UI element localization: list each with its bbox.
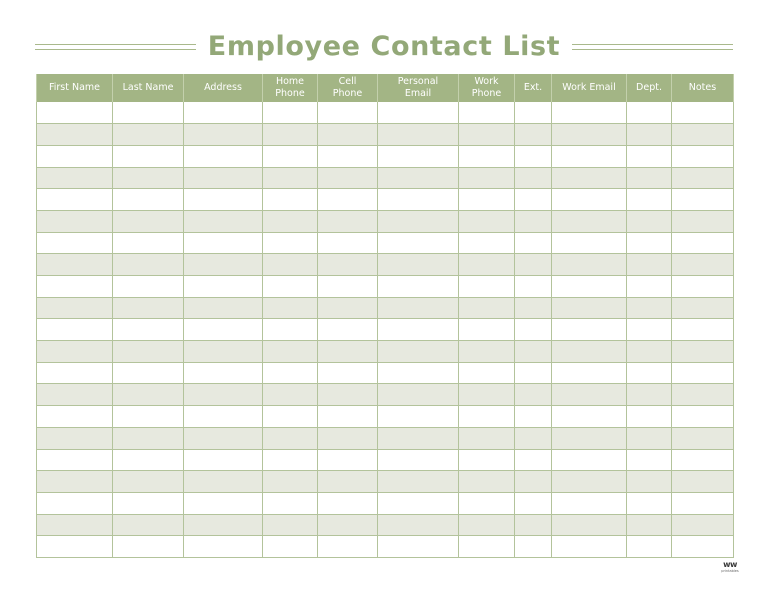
cell-work-phone bbox=[459, 276, 515, 298]
cell-address bbox=[184, 362, 263, 384]
cell-work-email bbox=[552, 384, 627, 406]
table-row bbox=[37, 384, 734, 406]
cell-personal-email bbox=[378, 232, 459, 254]
cell-work-email bbox=[552, 232, 627, 254]
cell-cell-phone bbox=[318, 167, 378, 189]
cell-ext bbox=[515, 492, 552, 514]
cell-work-email bbox=[552, 297, 627, 319]
cell-last-name bbox=[113, 145, 184, 167]
cell-ext bbox=[515, 124, 552, 146]
table-row bbox=[37, 145, 734, 167]
cell-notes bbox=[672, 384, 734, 406]
cell-address bbox=[184, 145, 263, 167]
cell-ext bbox=[515, 254, 552, 276]
cell-address bbox=[184, 210, 263, 232]
cell-address bbox=[184, 536, 263, 558]
cell-ext bbox=[515, 536, 552, 558]
cell-personal-email bbox=[378, 167, 459, 189]
cell-work-phone bbox=[459, 254, 515, 276]
cell-work-phone bbox=[459, 384, 515, 406]
cell-work-phone bbox=[459, 341, 515, 363]
cell-work-phone bbox=[459, 492, 515, 514]
cell-notes bbox=[672, 210, 734, 232]
cell-ext bbox=[515, 210, 552, 232]
cell-dept bbox=[627, 145, 672, 167]
contact-table bbox=[36, 74, 734, 558]
cell-personal-email bbox=[378, 514, 459, 536]
cell-first-name bbox=[37, 427, 113, 449]
cell-work-email bbox=[552, 536, 627, 558]
cell-notes bbox=[672, 427, 734, 449]
cell-ext bbox=[515, 276, 552, 298]
cell-cell-phone bbox=[318, 232, 378, 254]
page-title: Employee Contact List bbox=[207, 31, 561, 62]
cell-personal-email bbox=[378, 254, 459, 276]
cell-last-name bbox=[113, 319, 184, 341]
cell-last-name bbox=[113, 210, 184, 232]
cell-ext bbox=[515, 189, 552, 211]
cell-cell-phone bbox=[318, 514, 378, 536]
cell-personal-email bbox=[378, 471, 459, 493]
cell-work-email bbox=[552, 189, 627, 211]
cell-work-email bbox=[552, 167, 627, 189]
cell-work-phone bbox=[459, 536, 515, 558]
cell-dept bbox=[627, 384, 672, 406]
table-row bbox=[37, 319, 734, 341]
cell-cell-phone bbox=[318, 210, 378, 232]
cell-home-phone bbox=[263, 341, 318, 363]
cell-dept bbox=[627, 167, 672, 189]
cell-last-name bbox=[113, 536, 184, 558]
header-home-phone: Home Phone bbox=[263, 74, 318, 102]
cell-address bbox=[184, 276, 263, 298]
cell-cell-phone bbox=[318, 297, 378, 319]
header-last-name: Last Name bbox=[113, 74, 184, 102]
cell-first-name bbox=[37, 514, 113, 536]
table-row bbox=[37, 427, 734, 449]
cell-home-phone bbox=[263, 102, 318, 124]
table-row bbox=[37, 210, 734, 232]
title-rule-left bbox=[35, 44, 196, 50]
cell-personal-email bbox=[378, 384, 459, 406]
cell-personal-email bbox=[378, 297, 459, 319]
cell-cell-phone bbox=[318, 427, 378, 449]
cell-dept bbox=[627, 102, 672, 124]
cell-cell-phone bbox=[318, 189, 378, 211]
table-row bbox=[37, 232, 734, 254]
cell-notes bbox=[672, 406, 734, 428]
cell-work-phone bbox=[459, 427, 515, 449]
cell-personal-email bbox=[378, 124, 459, 146]
cell-work-email bbox=[552, 319, 627, 341]
cell-home-phone bbox=[263, 492, 318, 514]
cell-work-phone bbox=[459, 297, 515, 319]
cell-cell-phone bbox=[318, 254, 378, 276]
cell-first-name bbox=[37, 319, 113, 341]
table-row bbox=[37, 297, 734, 319]
cell-personal-email bbox=[378, 536, 459, 558]
table-row bbox=[37, 471, 734, 493]
cell-last-name bbox=[113, 297, 184, 319]
cell-ext bbox=[515, 297, 552, 319]
table-row bbox=[37, 362, 734, 384]
table-row bbox=[37, 189, 734, 211]
cell-home-phone bbox=[263, 124, 318, 146]
cell-work-phone bbox=[459, 145, 515, 167]
cell-notes bbox=[672, 145, 734, 167]
cell-ext bbox=[515, 167, 552, 189]
cell-dept bbox=[627, 232, 672, 254]
cell-cell-phone bbox=[318, 124, 378, 146]
cell-work-email bbox=[552, 406, 627, 428]
header-work-email: Work Email bbox=[552, 74, 627, 102]
cell-cell-phone bbox=[318, 145, 378, 167]
cell-home-phone bbox=[263, 145, 318, 167]
cell-notes bbox=[672, 102, 734, 124]
cell-dept bbox=[627, 471, 672, 493]
cell-first-name bbox=[37, 210, 113, 232]
cell-dept bbox=[627, 514, 672, 536]
cell-work-phone bbox=[459, 232, 515, 254]
cell-notes bbox=[672, 449, 734, 471]
cell-work-phone bbox=[459, 449, 515, 471]
cell-last-name bbox=[113, 362, 184, 384]
cell-notes bbox=[672, 276, 734, 298]
cell-address bbox=[184, 189, 263, 211]
cell-cell-phone bbox=[318, 536, 378, 558]
cell-address bbox=[184, 254, 263, 276]
cell-first-name bbox=[37, 232, 113, 254]
cell-address bbox=[184, 449, 263, 471]
cell-work-phone bbox=[459, 210, 515, 232]
cell-ext bbox=[515, 449, 552, 471]
cell-cell-phone bbox=[318, 341, 378, 363]
cell-cell-phone bbox=[318, 384, 378, 406]
brand-text: printables bbox=[721, 569, 739, 573]
cell-first-name bbox=[37, 406, 113, 428]
cell-dept bbox=[627, 124, 672, 146]
cell-last-name bbox=[113, 492, 184, 514]
cell-home-phone bbox=[263, 514, 318, 536]
cell-first-name bbox=[37, 471, 113, 493]
cell-home-phone bbox=[263, 406, 318, 428]
cell-personal-email bbox=[378, 341, 459, 363]
cell-work-phone bbox=[459, 514, 515, 536]
cell-home-phone bbox=[263, 362, 318, 384]
cell-notes bbox=[672, 536, 734, 558]
cell-first-name bbox=[37, 189, 113, 211]
cell-last-name bbox=[113, 276, 184, 298]
cell-cell-phone bbox=[318, 362, 378, 384]
cell-personal-email bbox=[378, 210, 459, 232]
table-row bbox=[37, 254, 734, 276]
cell-notes bbox=[672, 471, 734, 493]
cell-home-phone bbox=[263, 297, 318, 319]
cell-first-name bbox=[37, 167, 113, 189]
cell-dept bbox=[627, 210, 672, 232]
cell-notes bbox=[672, 232, 734, 254]
cell-work-email bbox=[552, 514, 627, 536]
cell-work-phone bbox=[459, 406, 515, 428]
cell-notes bbox=[672, 514, 734, 536]
cell-ext bbox=[515, 384, 552, 406]
header-notes: Notes bbox=[672, 74, 734, 102]
cell-personal-email bbox=[378, 189, 459, 211]
cell-last-name bbox=[113, 232, 184, 254]
cell-cell-phone bbox=[318, 102, 378, 124]
cell-home-phone bbox=[263, 276, 318, 298]
cell-dept bbox=[627, 341, 672, 363]
cell-notes bbox=[672, 297, 734, 319]
table-row bbox=[37, 276, 734, 298]
title-rule-right bbox=[572, 44, 733, 50]
cell-work-email bbox=[552, 102, 627, 124]
table-row bbox=[37, 492, 734, 514]
cell-ext bbox=[515, 427, 552, 449]
cell-last-name bbox=[113, 514, 184, 536]
cell-work-email bbox=[552, 341, 627, 363]
cell-first-name bbox=[37, 362, 113, 384]
cell-last-name bbox=[113, 167, 184, 189]
cell-first-name bbox=[37, 254, 113, 276]
cell-dept bbox=[627, 189, 672, 211]
header-personal-email: Personal Email bbox=[378, 74, 459, 102]
cell-first-name bbox=[37, 492, 113, 514]
cell-personal-email bbox=[378, 145, 459, 167]
cell-address bbox=[184, 514, 263, 536]
cell-ext bbox=[515, 102, 552, 124]
cell-address bbox=[184, 167, 263, 189]
cell-first-name bbox=[37, 297, 113, 319]
cell-first-name bbox=[37, 276, 113, 298]
cell-personal-email bbox=[378, 449, 459, 471]
header-address: Address bbox=[184, 74, 263, 102]
cell-notes bbox=[672, 319, 734, 341]
cell-ext bbox=[515, 341, 552, 363]
cell-first-name bbox=[37, 449, 113, 471]
cell-last-name bbox=[113, 189, 184, 211]
cell-cell-phone bbox=[318, 449, 378, 471]
table-row bbox=[37, 449, 734, 471]
cell-personal-email bbox=[378, 102, 459, 124]
printables-logo-icon bbox=[718, 561, 742, 577]
cell-personal-email bbox=[378, 319, 459, 341]
cell-notes bbox=[672, 341, 734, 363]
cell-first-name bbox=[37, 536, 113, 558]
cell-address bbox=[184, 406, 263, 428]
cell-work-email bbox=[552, 210, 627, 232]
cell-notes bbox=[672, 189, 734, 211]
cell-ext bbox=[515, 362, 552, 384]
cell-dept bbox=[627, 406, 672, 428]
cell-last-name bbox=[113, 449, 184, 471]
cell-address bbox=[184, 102, 263, 124]
header-ext: Ext. bbox=[515, 74, 552, 102]
cell-address bbox=[184, 341, 263, 363]
cell-ext bbox=[515, 145, 552, 167]
cell-home-phone bbox=[263, 471, 318, 493]
cell-personal-email bbox=[378, 362, 459, 384]
cell-address bbox=[184, 232, 263, 254]
cell-home-phone bbox=[263, 189, 318, 211]
cell-home-phone bbox=[263, 232, 318, 254]
cell-last-name bbox=[113, 254, 184, 276]
cell-home-phone bbox=[263, 427, 318, 449]
cell-work-email bbox=[552, 427, 627, 449]
cell-work-phone bbox=[459, 167, 515, 189]
table-row bbox=[37, 406, 734, 428]
cell-address bbox=[184, 124, 263, 146]
cell-first-name bbox=[37, 145, 113, 167]
cell-work-phone bbox=[459, 362, 515, 384]
cell-home-phone bbox=[263, 167, 318, 189]
cell-ext bbox=[515, 406, 552, 428]
cell-work-email bbox=[552, 145, 627, 167]
header-work-phone: Work Phone bbox=[459, 74, 515, 102]
cell-dept bbox=[627, 427, 672, 449]
cell-home-phone bbox=[263, 254, 318, 276]
cell-cell-phone bbox=[318, 471, 378, 493]
cell-work-email bbox=[552, 276, 627, 298]
cell-cell-phone bbox=[318, 276, 378, 298]
cell-dept bbox=[627, 449, 672, 471]
cell-cell-phone bbox=[318, 319, 378, 341]
cell-dept bbox=[627, 362, 672, 384]
table-row bbox=[37, 102, 734, 124]
cell-last-name bbox=[113, 427, 184, 449]
cell-ext bbox=[515, 514, 552, 536]
table-row bbox=[37, 536, 734, 558]
cell-work-email bbox=[552, 449, 627, 471]
cell-home-phone bbox=[263, 210, 318, 232]
cell-ext bbox=[515, 471, 552, 493]
cell-last-name bbox=[113, 124, 184, 146]
cell-home-phone bbox=[263, 384, 318, 406]
cell-address bbox=[184, 427, 263, 449]
cell-first-name bbox=[37, 102, 113, 124]
cell-work-email bbox=[552, 362, 627, 384]
table-row bbox=[37, 341, 734, 363]
cell-notes bbox=[672, 124, 734, 146]
header-cell-phone: Cell Phone bbox=[318, 74, 378, 102]
cell-last-name bbox=[113, 384, 184, 406]
header-first-name: First Name bbox=[37, 74, 113, 102]
cell-ext bbox=[515, 232, 552, 254]
table-header-row bbox=[37, 74, 734, 102]
cell-first-name bbox=[37, 341, 113, 363]
cell-work-phone bbox=[459, 102, 515, 124]
cell-home-phone bbox=[263, 449, 318, 471]
cell-dept bbox=[627, 254, 672, 276]
cell-last-name bbox=[113, 102, 184, 124]
cell-home-phone bbox=[263, 319, 318, 341]
cell-work-email bbox=[552, 471, 627, 493]
cell-notes bbox=[672, 492, 734, 514]
cell-notes bbox=[672, 362, 734, 384]
cell-work-phone bbox=[459, 471, 515, 493]
table-row bbox=[37, 167, 734, 189]
table-body bbox=[37, 102, 734, 557]
cell-personal-email bbox=[378, 276, 459, 298]
cell-last-name bbox=[113, 341, 184, 363]
cell-dept bbox=[627, 492, 672, 514]
cell-first-name bbox=[37, 124, 113, 146]
cell-home-phone bbox=[263, 536, 318, 558]
cell-dept bbox=[627, 536, 672, 558]
table-row bbox=[37, 514, 734, 536]
cell-notes bbox=[672, 254, 734, 276]
cell-last-name bbox=[113, 406, 184, 428]
cell-work-phone bbox=[459, 189, 515, 211]
cell-personal-email bbox=[378, 492, 459, 514]
cell-dept bbox=[627, 297, 672, 319]
cell-first-name bbox=[37, 384, 113, 406]
cell-address bbox=[184, 297, 263, 319]
cell-work-phone bbox=[459, 124, 515, 146]
cell-ext bbox=[515, 319, 552, 341]
brand-mark: ᴡᴡ bbox=[723, 560, 737, 569]
cell-address bbox=[184, 384, 263, 406]
cell-cell-phone bbox=[318, 492, 378, 514]
table-row bbox=[37, 124, 734, 146]
cell-work-email bbox=[552, 254, 627, 276]
cell-address bbox=[184, 319, 263, 341]
cell-personal-email bbox=[378, 406, 459, 428]
header-dept: Dept. bbox=[627, 74, 672, 102]
cell-work-email bbox=[552, 124, 627, 146]
cell-address bbox=[184, 492, 263, 514]
cell-address bbox=[184, 471, 263, 493]
cell-work-phone bbox=[459, 319, 515, 341]
cell-notes bbox=[672, 167, 734, 189]
cell-dept bbox=[627, 276, 672, 298]
cell-personal-email bbox=[378, 427, 459, 449]
cell-dept bbox=[627, 319, 672, 341]
cell-cell-phone bbox=[318, 406, 378, 428]
cell-last-name bbox=[113, 471, 184, 493]
cell-work-email bbox=[552, 492, 627, 514]
title-banner bbox=[35, 28, 733, 66]
